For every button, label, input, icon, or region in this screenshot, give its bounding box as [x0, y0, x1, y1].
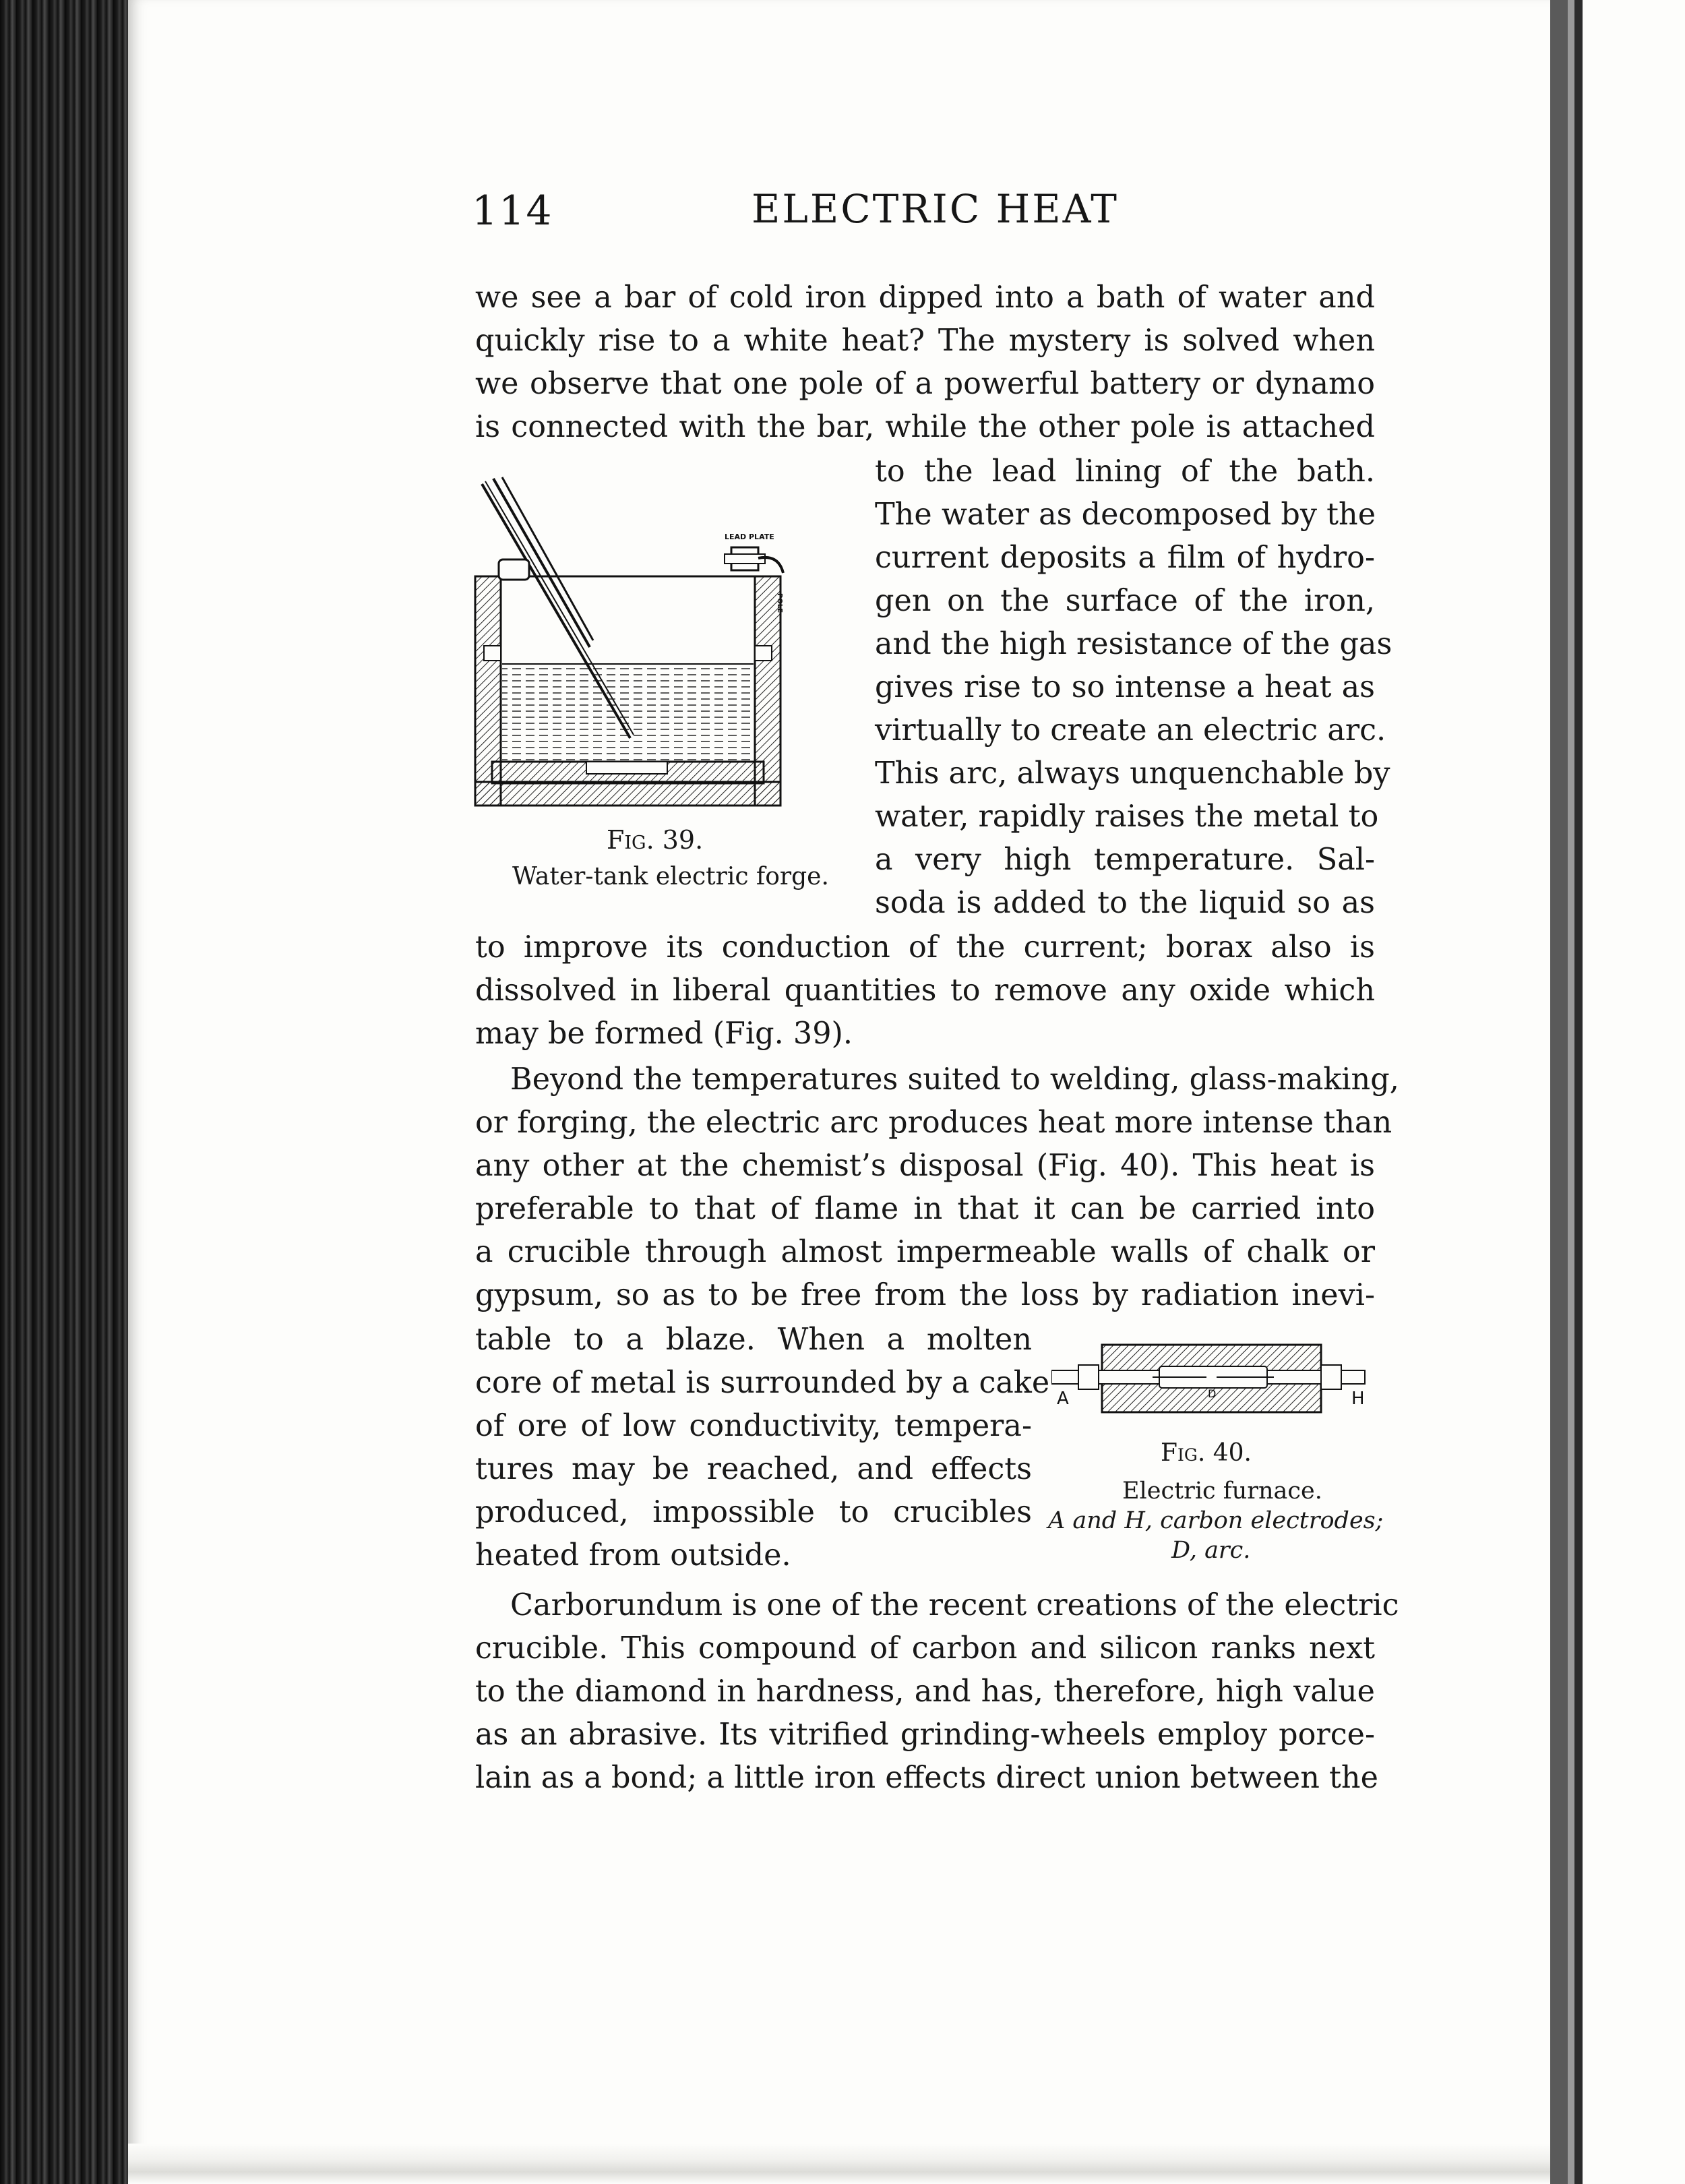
text-line: Carborundum is one of the recent creations of the electric [510, 1588, 1399, 1622]
page-header [472, 181, 1375, 241]
figure-39-caption: Water-tank electric forge. [512, 863, 829, 890]
text-line: is connected with the bar, while the other pole is attached [475, 410, 1375, 444]
text-line: This arc, always unquenchable by [875, 756, 1390, 791]
text-line: lain as a bond; a little iron effects direct union between the [475, 1761, 1378, 1795]
page-number: 114 [472, 187, 553, 235]
pole-label: POLE [776, 593, 783, 613]
figure-40-caption-line3: D, arc. [1171, 1537, 1251, 1564]
text-line: soda is added to the liquid so as [875, 886, 1375, 920]
text-line: we observe that one pole of a powerful battery or dynamo [475, 367, 1375, 401]
text-line: gen on the surface of the iron, [875, 584, 1375, 618]
text-line: produced, impossible to crucibles [475, 1495, 1032, 1529]
text-line: quickly rise to a white heat? The mystery is solved when [475, 324, 1375, 358]
page-bottom-shadow [128, 2144, 1550, 2184]
text-line: current deposits a film of hydro- [875, 541, 1375, 575]
figure-40-label: Fig. 40. [1161, 1439, 1252, 1467]
label-h: H [1351, 1389, 1365, 1409]
label-d: D [1208, 1387, 1217, 1400]
lead-plate-label: LEAD PLATE [725, 533, 774, 541]
text-line: Beyond the temperatures suited to welding, glass-making, [510, 1062, 1399, 1097]
text-line: may be formed (Fig. 39). [475, 1017, 853, 1051]
text-line: gives rise to so intense a heat as [875, 670, 1375, 704]
text-line: heated from outside. [475, 1538, 791, 1573]
text-line: preferable to that of flame in that it can be carried into [475, 1192, 1375, 1226]
text-line: as an abrasive. Its vitrified grinding-wheels employ porce- [475, 1718, 1375, 1752]
text-line: or forging, the electric arc produces heat more intense than [475, 1105, 1392, 1140]
text-line: to the lead lining of the bath. [875, 454, 1375, 489]
figure-40-caption-line1: Electric furnace. [1122, 1478, 1322, 1505]
text-line: we see a bar of cold iron dipped into a bath of water and [475, 280, 1375, 315]
text-line: dissolved in liberal quantities to remove any oxide which [475, 973, 1375, 1008]
text-line: tures may be reached, and effects [475, 1452, 1032, 1486]
page-right-edge [1550, 0, 1685, 2184]
text-line: water, rapidly raises the metal to [875, 799, 1379, 834]
running-title: ELECTRIC HEAT [752, 186, 1119, 232]
text-line: The water as decomposed by the [875, 497, 1376, 532]
figure-39-label: Fig. 39. [607, 825, 704, 855]
text-line: a crucible through almost impermeable walls of chalk or [475, 1235, 1375, 1269]
text-line: gypsum, so as to be free from the loss by radiation inevi- [475, 1278, 1375, 1312]
text-line: to the diamond in hardness, and has, therefore, high value [475, 1674, 1375, 1709]
text-line: to improve its conduction of the current; borax also is [475, 930, 1375, 965]
text-line: and the high resistance of the gas [875, 627, 1392, 661]
text-line: crucible. This compound of carbon and silicon ranks next [475, 1631, 1375, 1666]
text-line: table to a blaze. When a molten [475, 1323, 1032, 1357]
text-line: of ore of low conductivity, tempera- [475, 1409, 1032, 1443]
figure-40-illustration [1051, 1338, 1375, 1416]
figure-40-caption-line2: A and H, carbon electrodes; [1048, 1507, 1384, 1534]
text-line: virtually to create an electric arc. [875, 713, 1386, 748]
figure-39-illustration [472, 472, 789, 809]
text-line: a very high temperature. Sal- [875, 843, 1375, 877]
text-line: core of metal is surrounded by a cake [475, 1366, 1050, 1400]
text-line: any other at the chemist’s disposal (Fig. 40). This heat is [475, 1149, 1375, 1183]
label-a: A [1057, 1389, 1069, 1409]
book-binding-edge [0, 0, 135, 2184]
